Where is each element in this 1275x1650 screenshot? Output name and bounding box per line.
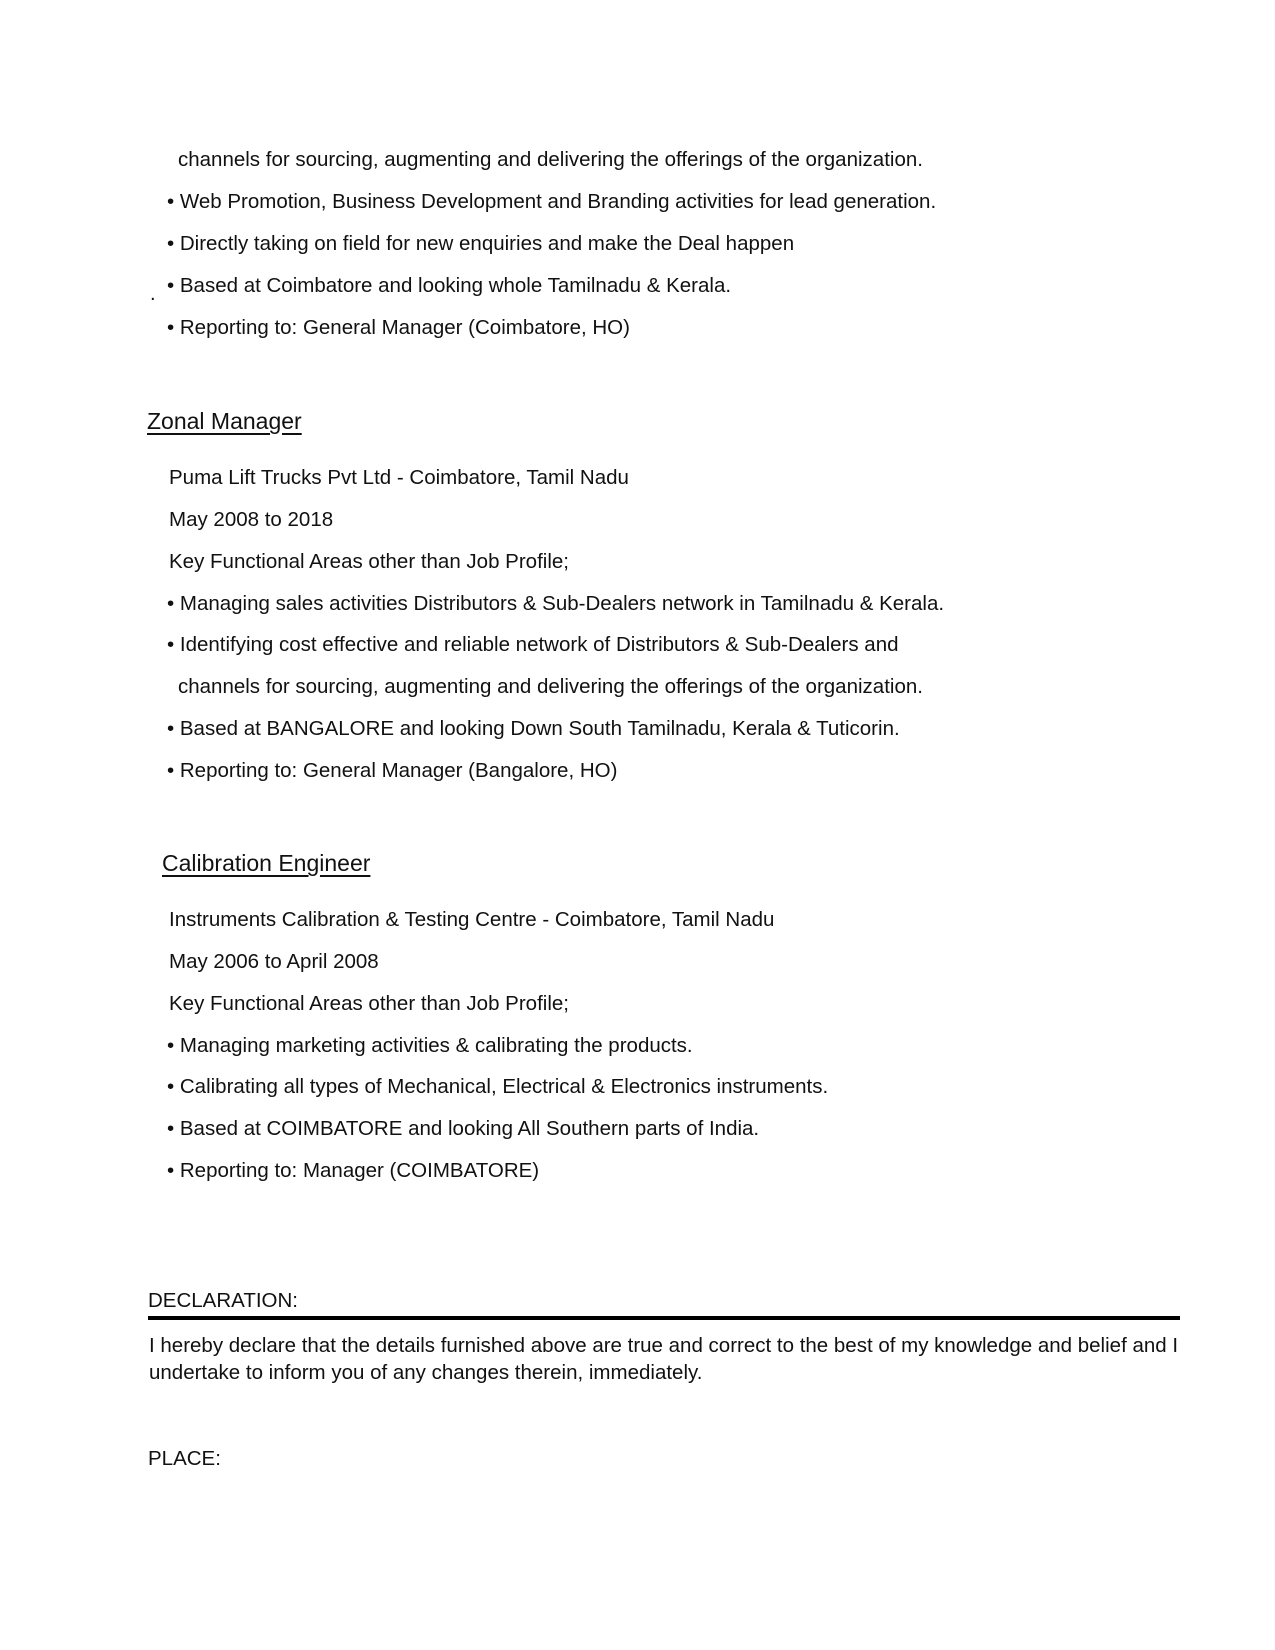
bullet-item: • Calibrating all types of Mechanical, Electrical & Electronics instruments. [167, 1075, 829, 1098]
section-divider [148, 1316, 1180, 1320]
place-label: PLACE: [148, 1447, 221, 1470]
job-title-zonal-manager: Zonal Manager [147, 408, 302, 434]
continuation-line: channels for sourcing, augmenting and delivering the offerings of the organization. [178, 675, 923, 698]
bullet-item: • Directly taking on field for new enquiries and make the Deal happen [167, 232, 795, 255]
bullet-item: • Managing sales activities Distributors & Sub-Dealers network in Tamilnadu & Kerala. [167, 592, 945, 615]
bullet-item: • Reporting to: General Manager (Coimbatore, HO) [167, 316, 630, 339]
bullet-item: • Based at COIMBATORE and looking All Southern parts of India. [167, 1117, 760, 1140]
declaration-text: I hereby declare that the details furnished above are true and correct to the best of my knowledge and belief and I undertake to inform you of any changes therein, immediately. [149, 1334, 1179, 1384]
bullet-item: • Reporting to: Manager (COIMBATORE) [167, 1159, 540, 1182]
bullet-item: • Reporting to: General Manager (Bangalore, HO) [167, 759, 618, 782]
bullet-item: • Web Promotion, Business Development and Branding activities for lead generation. [167, 190, 937, 213]
employment-period: May 2006 to April 2008 [169, 950, 379, 973]
declaration-heading: DECLARATION: [148, 1289, 298, 1312]
job-title-calibration-engineer: Calibration Engineer [162, 850, 371, 876]
company-name: Puma Lift Trucks Pvt Ltd - Coimbatore, Tamil Nadu [169, 466, 629, 489]
company-name: Instruments Calibration & Testing Centre - Coimbatore, Tamil Nadu [169, 908, 775, 931]
bullet-item: • Managing marketing activities & calibrating the products. [167, 1034, 693, 1057]
bullet-item: • Identifying cost effective and reliable network of Distributors & Sub-Dealers and [167, 633, 899, 656]
bullet-item: • Based at Coimbatore and looking whole Tamilnadu & Kerala. [167, 274, 732, 297]
continuation-line: channels for sourcing, augmenting and delivering the offerings of the organization. [178, 148, 923, 171]
section-intro: Key Functional Areas other than Job Profile; [169, 550, 569, 573]
bullet-item: • Based at BANGALORE and looking Down South Tamilnadu, Kerala & Tuticorin. [167, 717, 900, 740]
section-intro: Key Functional Areas other than Job Profile; [169, 992, 569, 1015]
employment-period: May 2008 to 2018 [169, 508, 334, 531]
stray-mark: . [150, 283, 156, 305]
